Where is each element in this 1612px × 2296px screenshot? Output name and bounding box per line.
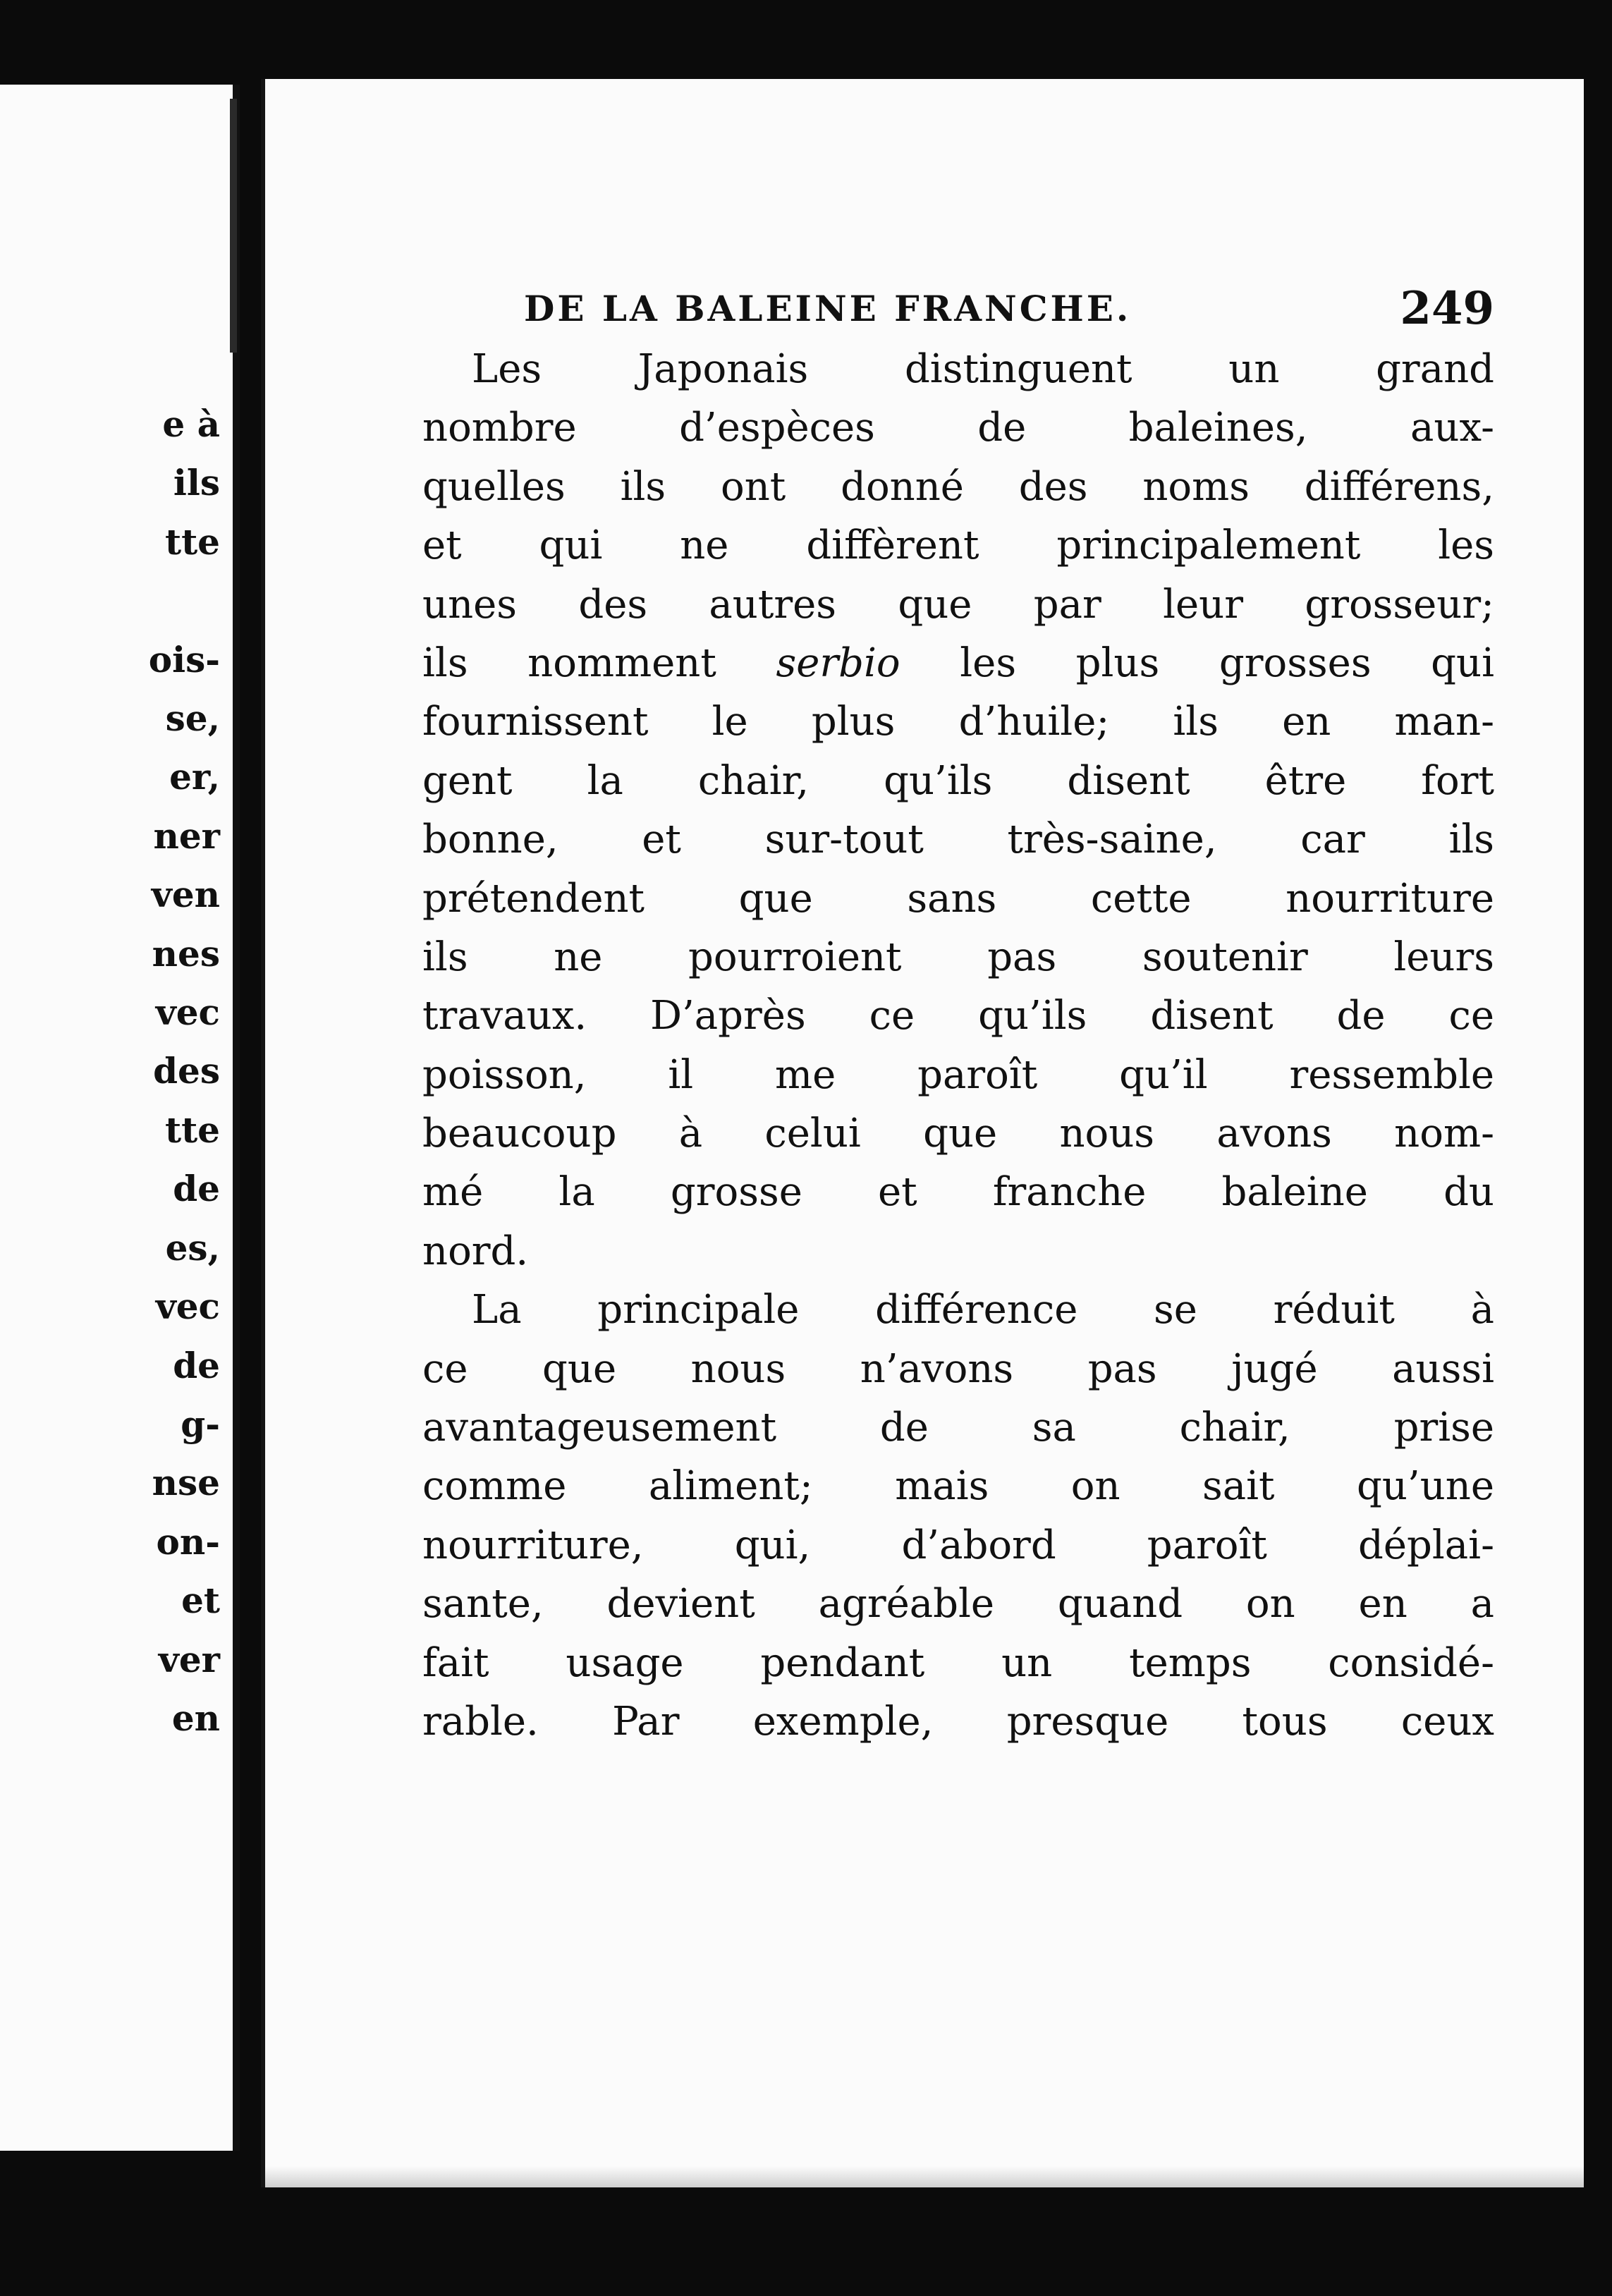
text-line: comme aliment; mais on sait qu’une xyxy=(422,1463,1494,1510)
previous-page-line: des xyxy=(153,1050,220,1092)
text-line: avantageusement de sa chair, prise xyxy=(422,1405,1494,1451)
text-line: prétendent que sans cette nourriture xyxy=(422,875,1494,922)
previous-page-line: de xyxy=(173,1344,220,1386)
previous-page-line: g- xyxy=(181,1403,220,1445)
text-line: mé la grosse et franche baleine du xyxy=(422,1169,1494,1216)
previous-page-line: vec xyxy=(155,991,220,1034)
page-number: 249 xyxy=(1400,282,1494,335)
book-page xyxy=(261,79,1584,2187)
previous-page-line: ver xyxy=(158,1638,220,1680)
previous-page-fragment xyxy=(0,85,240,2151)
page-header xyxy=(524,282,1494,338)
text-line: ce que nous n’avons pas jugé aussi xyxy=(422,1345,1494,1392)
previous-page-line: de xyxy=(173,1168,220,1210)
previous-page-text xyxy=(149,395,220,1747)
previous-page-line: se, xyxy=(165,697,220,740)
text-run: ils nomment xyxy=(422,640,776,686)
previous-page-line: vec xyxy=(155,1286,220,1328)
text-line: rable. Par exemple, presque tous ceux xyxy=(422,1698,1494,1745)
previous-page-line: ven xyxy=(151,874,220,916)
text-line: beaucoup à celui que nous avons nom- xyxy=(422,1111,1494,1157)
text-line: nombre d’espèces de baleines, aux- xyxy=(422,405,1494,451)
previous-page-line: on- xyxy=(156,1520,220,1563)
text-line: fait usage pendant un temps considé- xyxy=(422,1639,1494,1686)
text-line: quelles ils ont donné des noms différens, xyxy=(422,463,1494,510)
text-line: gent la chair, qu’ils disent être fort xyxy=(422,757,1494,804)
previous-page-line: tte xyxy=(164,1109,220,1151)
text-line: ils ne pourroient pas soutenir leurs xyxy=(422,934,1494,980)
text-line: unes des autres que par leur grosseur; xyxy=(422,581,1494,628)
text-line: bonne, et sur-tout très-saine, car ils xyxy=(422,817,1494,863)
text-line: et qui ne diffèrent principalement les xyxy=(422,523,1494,569)
text-line: La principale différence se réduit à xyxy=(472,1287,1494,1333)
text-line: poisson, il me paroît qu’il ressemble xyxy=(422,1051,1494,1098)
previous-page-line xyxy=(149,571,220,630)
text-line xyxy=(422,634,1494,692)
text-line: nord. xyxy=(422,1228,529,1274)
text-line: sante, devient agréable quand on en a xyxy=(422,1581,1494,1628)
previous-page-line: et xyxy=(181,1580,220,1622)
previous-page-line: en xyxy=(171,1697,220,1739)
text-line: Les Japonais distinguent un grand xyxy=(472,346,1494,392)
text-line: travaux. D’après ce qu’ils disent de ce xyxy=(422,993,1494,1039)
previous-page-line: nes xyxy=(152,932,220,975)
previous-page-line: es, xyxy=(165,1226,220,1269)
text-line: fournissent le plus d’huile; ils en man- xyxy=(422,699,1494,745)
previous-page-line: ois- xyxy=(148,638,220,680)
page-gutter xyxy=(230,99,237,353)
previous-page-line: er, xyxy=(169,756,220,798)
page-edge-shadow xyxy=(265,2166,1584,2187)
previous-page-line: nse xyxy=(152,1462,220,1504)
previous-page-line: ils xyxy=(173,462,220,504)
previous-page-line: e à xyxy=(162,403,220,445)
running-head: DE LA BALEINE FRANCHE. xyxy=(524,288,1132,329)
text-line: nourriture, qui, d’abord paroît déplai- xyxy=(422,1522,1494,1568)
previous-page-line: ner xyxy=(153,814,220,857)
body-text xyxy=(422,340,1494,1751)
previous-page-line: tte xyxy=(164,520,220,563)
italic-term: serbio xyxy=(776,640,900,686)
text-run: les plus grosses qui xyxy=(900,640,1494,686)
